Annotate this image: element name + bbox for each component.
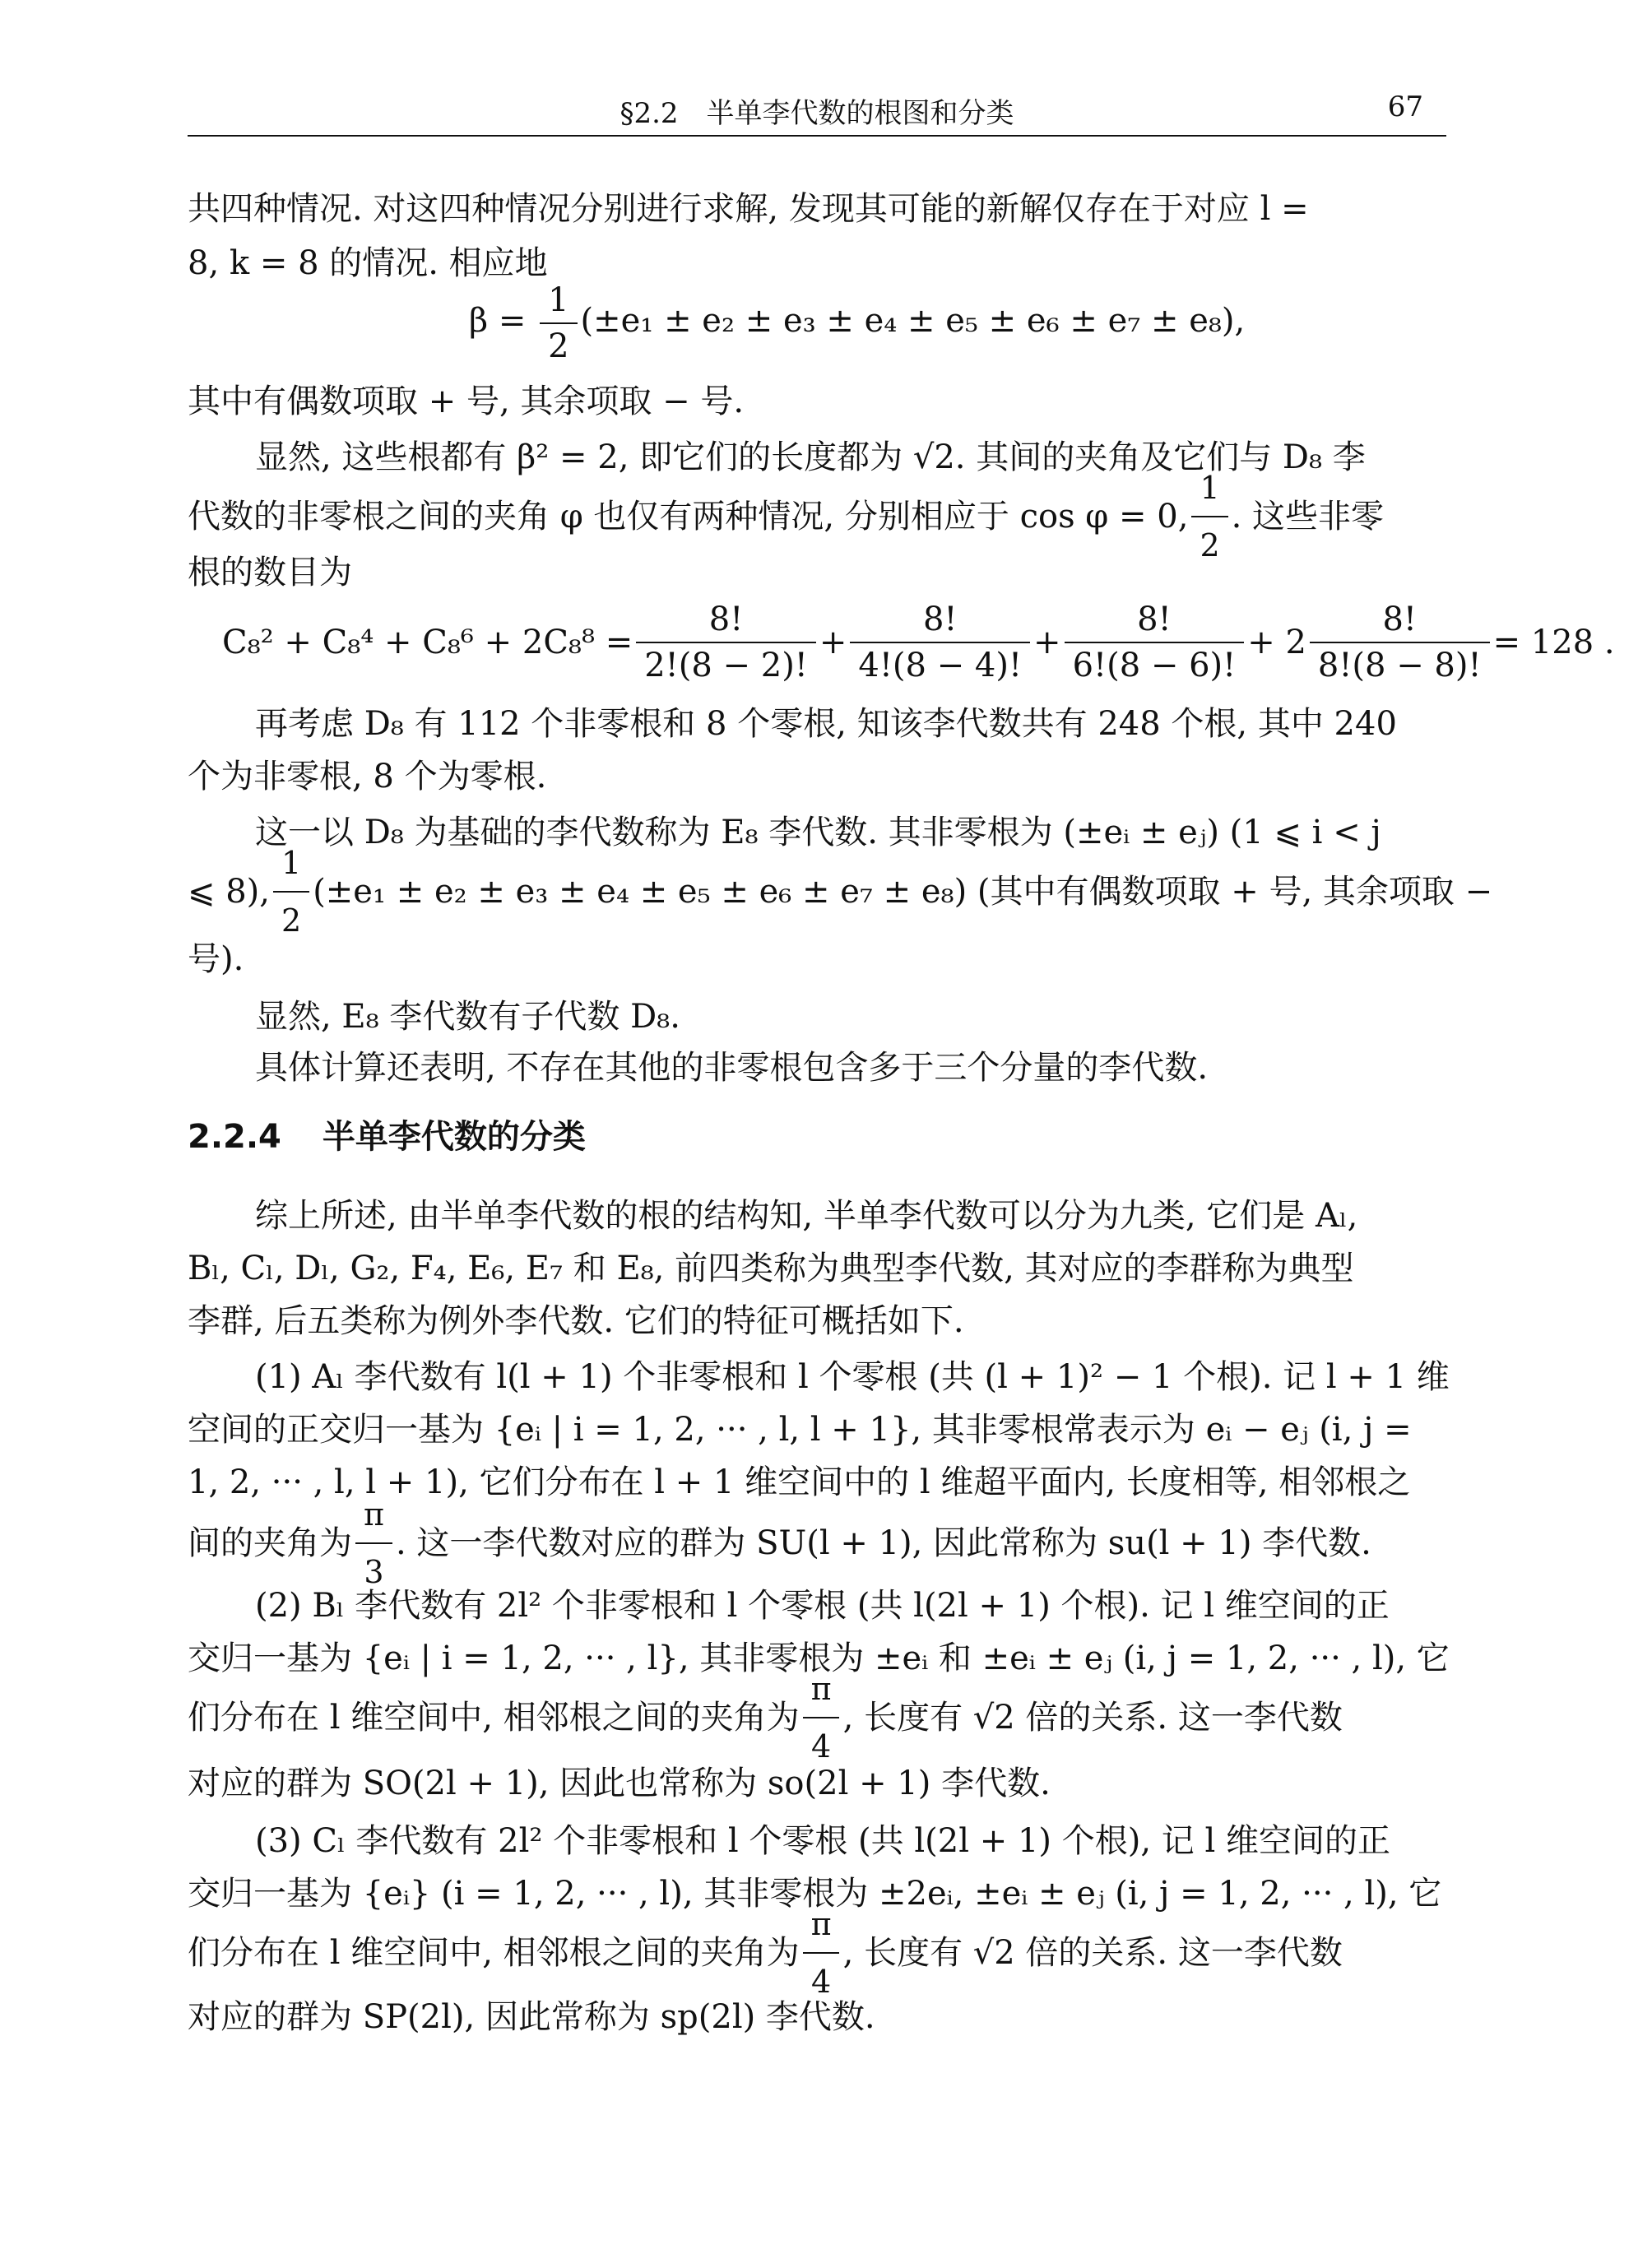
text-segment: . 这些非零 [1231,498,1385,536]
fraction-denominator: 4 [803,1717,839,1771]
text-segment: ⩽ 8), [188,873,270,911]
equation-rhs: (±e₁ ± e₂ ± e₃ ± e₄ ± e₅ ± e₆ ± e₇ ± e₈), [580,302,1246,340]
text-line: (2) Bₗ 李代数有 2l² 个非零根和 l 个零根 (共 l(2l + 1) 个根). 记 l 维空间的正 [255,1587,1390,1625]
text-line [188,1906,1446,2000]
text-line: 号). [188,940,244,978]
text-line: 具体计算还表明, 不存在其他的非零根包含多于三个分量的李代数. [255,1049,1209,1087]
equation-beta [469,281,1245,365]
fraction [1065,601,1245,684]
page-number: 67 [1387,90,1423,123]
fraction-denominator: 2 [540,322,577,365]
fraction [850,601,1030,684]
text-line: 综上所述, 由半单李代数的根的结构知, 半单李代数可以分为九类, 它们是 Aₗ, [255,1197,1358,1235]
text-line [188,1671,1446,1765]
fraction-numerator: 8! [922,601,958,638]
text-line: 8, k = 8 的情况. 相应地 [188,244,548,282]
text-segment: 们分布在 l 维空间中, 相邻根之间的夹角为 [188,1934,800,1972]
fraction-numerator: 8! [1137,601,1172,638]
text-line: 显然, E₈ 李代数有子代数 D₈. [255,998,680,1036]
fraction-numerator: π [364,1496,384,1533]
fraction [273,838,309,945]
text-segment: 代数的非零根之间的夹角 φ 也仅有两种情况, 分别相应于 cos φ = 0, [188,498,1189,536]
operator: + 2 [1247,624,1306,661]
text-line: 个为非零根, 8 个为零根. [188,758,547,795]
fraction [540,281,577,365]
fraction-numerator: π [810,1906,832,1942]
text-line: 交归一基为 {eᵢ | i = 1, 2, ··· , l}, 其非零根为 ±eᵢ 和 ±eᵢ ± eⱼ (i, j = 1, 2, ··· , l), 它 [188,1639,1450,1677]
section-heading [188,1111,586,1157]
fraction-numerator: π [810,1671,832,1707]
text-segment: , 长度有 √2 倍的关系. 这一李代数 [842,1934,1343,1972]
text-line [188,1496,1446,1590]
text-segment: . 这一李代数对应的群为 SU(l + 1), 因此常称为 su(l + 1) 李代数. [395,1524,1371,1562]
equation-lhs: β = [469,302,527,340]
fraction-numerator: 8! [1382,601,1417,638]
fraction-denominator: 6!(8 − 6)! [1065,642,1245,684]
running-title: §2.2 半单李代数的根图和分类 [620,97,1014,130]
fraction [803,1899,840,2006]
fraction [803,1664,840,1771]
text-line: 李群, 后五类称为例外李代数. 它们的特征可概括如下. [188,1302,964,1340]
equation-rhs: = 128 . [1492,624,1615,661]
fraction-denominator: 4 [803,1952,839,2006]
equation-lhs: C₈² + C₈⁴ + C₈⁶ + 2C₈⁸ = [222,624,633,661]
fraction [1310,601,1490,684]
text-line: Bₗ, Cₗ, Dₗ, G₂, F₄, E₆, E₇ 和 E₈, 前四类称为典型李代数, 其对应的李群称为典型 [188,1250,1354,1287]
operator: + [1033,624,1061,661]
fraction-numerator: 1 [281,845,302,881]
text-line: 空间的正交归一基为 {eᵢ | i = 1, 2, ··· , l, l + 1}, 其非零根常表示为 eᵢ − eⱼ (i, j = [188,1411,1412,1449]
fraction-denominator: 2 [1191,516,1227,570]
text-segment: 们分布在 l 维空间中, 相邻根之间的夹角为 [188,1699,800,1737]
fraction-denominator: 2 [273,891,309,945]
text-line: 再考虑 D₈ 有 112 个非零根和 8 个零根, 知该李代数共有 248 个根, 其中 240 [255,705,1397,743]
fraction-denominator: 8!(8 − 8)! [1310,642,1490,684]
text-line: 交归一基为 {eᵢ} (i = 1, 2, ··· , l), 其非零根为 ±2eᵢ, ±eᵢ ± eⱼ (i, j = 1, 2, ··· , l), 它 [188,1875,1442,1913]
text-line: 对应的群为 SO(2l + 1), 因此也常称为 so(2l + 1) 李代数. [188,1765,1051,1802]
text-line: 共四种情况. 对这四种情况分别进行求解, 发现其可能的新解仅存在于对应 l = [188,190,1309,228]
section-number: 2.2.4 [188,1118,281,1156]
text-line: 1, 2, ··· , l, l + 1), 它们分布在 l + 1 维空间中的 l 维超平面内, 长度相等, 相邻根之 [188,1463,1411,1501]
text-segment: 间的夹角为 [188,1524,352,1562]
text-line: 这一以 D₈ 为基础的李代数称为 E₈ 李代数. 其非零根为 (±eᵢ ± eⱼ) (1 ⩽ i < j [255,814,1381,851]
text-line: 根的数目为 [188,554,352,591]
text-line: (3) Cₗ 李代数有 2l² 个非零根和 l 个零根 (共 l(2l + 1) 个根), 记 l 维空间的正 [255,1822,1390,1860]
section-title: 半单李代数的分类 [322,1118,586,1156]
text-line: 对应的群为 SP(2l), 因此常称为 sp(2l) 李代数. [188,1998,875,2036]
fraction [636,601,816,684]
text-line: (1) Aₗ 李代数有 l(l + 1) 个非零根和 l 个零根 (共 (l + 1)² − 1 个根). 记 l + 1 维 [255,1358,1450,1396]
fraction-numerator: 8! [708,601,744,638]
text-line: 显然, 这些根都有 β² = 2, 即它们的长度都为 √2. 其间的夹角及它们与 D₈ 李 [255,438,1366,476]
text-line [188,470,1446,564]
running-header [188,82,1446,137]
fraction-denominator: 4!(8 − 4)! [850,642,1030,684]
text-segment: , 长度有 √2 倍的关系. 这一李代数 [842,1699,1343,1737]
text-line: 其中有偶数项取 + 号, 其余项取 − 号. [188,383,745,420]
fraction-numerator: 1 [548,281,569,319]
fraction-denominator: 2!(8 − 2)! [636,642,816,684]
text-segment: (±e₁ ± e₂ ± e₃ ± e₄ ± e₅ ± e₆ ± e₇ ± e₈) (其中有偶数项取 + 号, 其余项取 − [313,873,1493,911]
fraction-denominator: 3 [355,1542,392,1597]
operator: + [819,624,847,661]
equation-count [222,601,1615,684]
fraction-numerator: 1 [1200,470,1220,506]
text-line [188,845,1493,939]
